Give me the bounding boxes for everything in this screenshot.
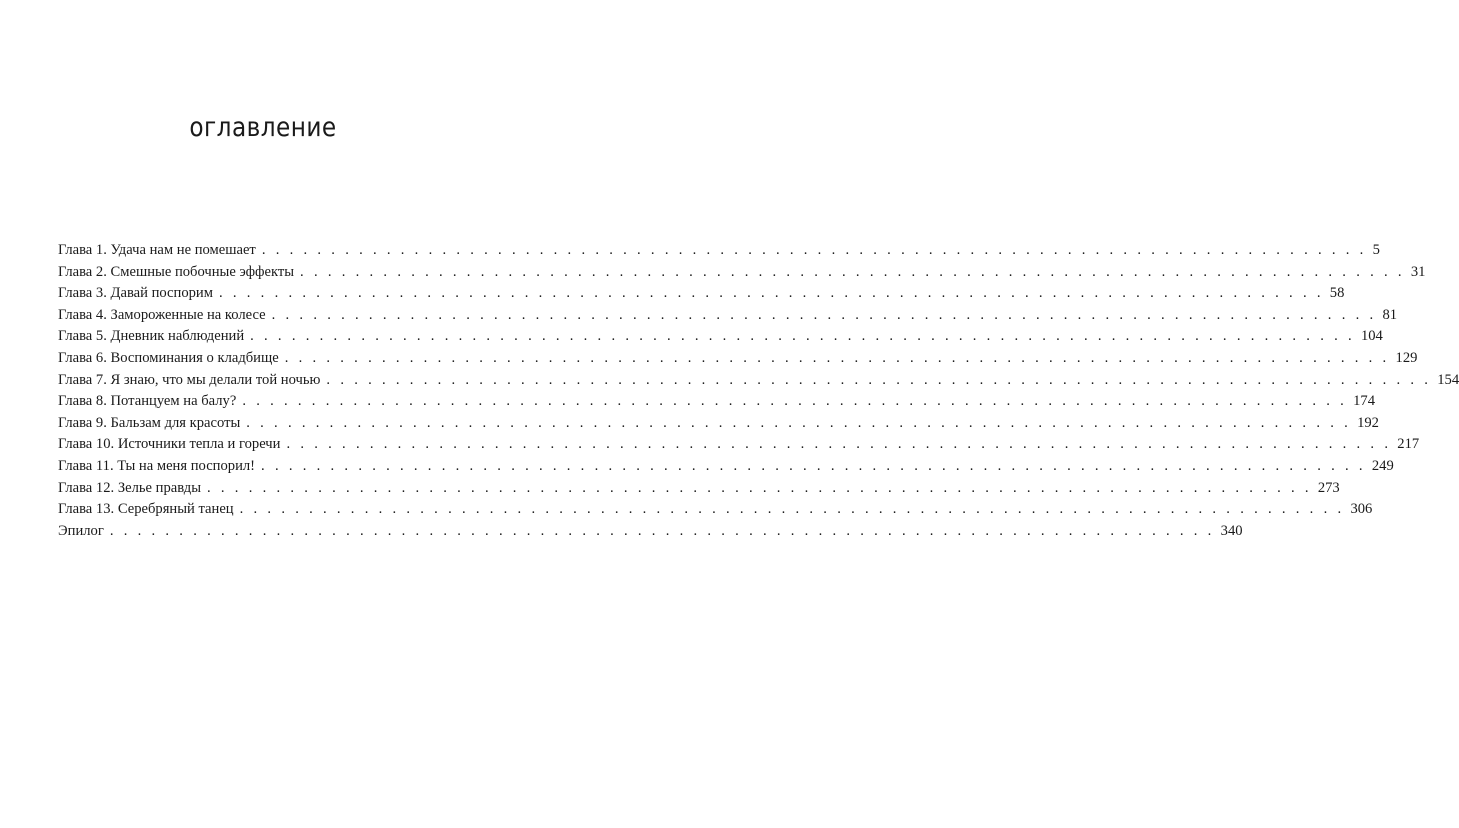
- toc-entry-page-number: 58: [1329, 285, 1345, 302]
- toc-entry-title: Глава 11. Ты на меня поспорил!: [58, 457, 256, 474]
- toc-entry-page-number: 81: [1382, 306, 1398, 323]
- table-of-contents: [58, 240, 1459, 542]
- toc-heading: оглавление: [189, 112, 337, 143]
- dot-leader: . . . . . . . . . . . . . . . . . . . . . . . . . . . . . . . . . . . . . . . . . . . . . . . . . . . . . . . . . . . . . . . . . . . . . . . . . . . . . . . .: [207, 479, 1312, 496]
- dot-leader: . . . . . . . . . . . . . . . . . . . . . . . . . . . . . . . . . . . . . . . . . . . . . . . . . . . . . . . . . . . . . . . . . . . . . . . . . . . . . . . .: [218, 285, 1324, 302]
- toc-entry-page-number: 31: [1410, 263, 1426, 280]
- toc-entry-title: Глава 7. Я знаю, что мы делали той ночью: [58, 371, 321, 388]
- toc-entry: [58, 348, 1418, 370]
- toc-entry-title: Глава 12. Зелье правды: [58, 479, 202, 496]
- toc-entry-page-number: 174: [1353, 393, 1376, 410]
- toc-entry-title: Глава 4. Замороженные на колесе: [58, 306, 266, 323]
- toc-entry-page-number: 5: [1372, 242, 1380, 258]
- dot-leader: . . . . . . . . . . . . . . . . . . . . . . . . . . . . . . . . . . . . . . . . . . . . . . . . . . . . . . . . . . . . . . . . . . . . . . . . . . . . . . . .: [286, 436, 1392, 453]
- toc-entry: [58, 326, 1383, 348]
- toc-entry-page-number: 249: [1371, 457, 1394, 474]
- toc-entry: [58, 262, 1426, 284]
- toc-entry-page-number: 104: [1360, 328, 1383, 345]
- toc-entry: [58, 499, 1373, 521]
- dot-leader: . . . . . . . . . . . . . . . . . . . . . . . . . . . . . . . . . . . . . . . . . . . . . . . . . . . . . . . . . . . . . . . . . . . . . . . . . . . . . . . .: [300, 263, 1405, 280]
- toc-entry-page-number: 192: [1357, 414, 1379, 431]
- toc-entry-title: Глава 13. Серебряный танец: [58, 501, 234, 518]
- toc-entry: [58, 370, 1459, 392]
- dot-leader: . . . . . . . . . . . . . . . . . . . . . . . . . . . . . . . . . . . . . . . . . . . . . . . . . . . . . . . . . . . . . . . . . . . . . . . . . . . . . . . .: [261, 242, 1367, 258]
- toc-entry: [58, 434, 1420, 456]
- toc-entry-title: Глава 6. Воспоминания о кладбище: [58, 349, 279, 366]
- toc-entry-title: Глава 2. Смешные побочные эффекты: [58, 263, 295, 280]
- toc-entry-page-number: 273: [1317, 479, 1340, 496]
- toc-entry-title: Глава 1. Удача нам не помешает: [58, 242, 256, 258]
- dot-leader: . . . . . . . . . . . . . . . . . . . . . . . . . . . . . . . . . . . . . . . . . . . . . . . . . . . . . . . . . . . . . . . . . . . . . . . . . . . . . . . .: [239, 501, 1345, 518]
- dot-leader: . . . . . . . . . . . . . . . . . . . . . . . . . . . . . . . . . . . . . . . . . . . . . . . . . . . . . . . . . . . . . . . . . . . . . . . . . . . . . . . .: [242, 393, 1348, 410]
- toc-entry: [58, 240, 1380, 262]
- toc-entry: [58, 413, 1379, 435]
- toc-entry: [58, 478, 1340, 500]
- toc-entry: [58, 283, 1345, 305]
- dot-leader: . . . . . . . . . . . . . . . . . . . . . . . . . . . . . . . . . . . . . . . . . . . . . . . . . . . . . . . . . . . . . . . . . . . . . . . . . . . . . . . .: [326, 371, 1432, 388]
- toc-entry-title: Эпилог: [58, 522, 104, 539]
- dot-leader: . . . . . . . . . . . . . . . . . . . . . . . . . . . . . . . . . . . . . . . . . . . . . . . . . . . . . . . . . . . . . . . . . . . . . . . . . . . . . . . .: [284, 349, 1390, 366]
- toc-entry: [58, 456, 1394, 478]
- dot-leader: . . . . . . . . . . . . . . . . . . . . . . . . . . . . . . . . . . . . . . . . . . . . . . . . . . . . . . . . . . . . . . . . . . . . . . . . . . . . . . . .: [261, 457, 1366, 474]
- toc-entry-title: Глава 9. Бальзам для красоты: [58, 414, 241, 431]
- dot-leader: . . . . . . . . . . . . . . . . . . . . . . . . . . . . . . . . . . . . . . . . . . . . . . . . . . . . . . . . . . . . . . . . . . . . . . . . . . . . . . . .: [246, 414, 1352, 431]
- toc-entry-page-number: 129: [1395, 349, 1418, 366]
- toc-entry-title: Глава 3. Давай поспорим: [58, 285, 213, 302]
- toc-entry: [58, 521, 1243, 543]
- toc-entry-title: Глава 8. Потанцуем на балу?: [58, 393, 237, 410]
- toc-entry-title: Глава 10. Источники тепла и горечи: [58, 436, 281, 453]
- dot-leader: . . . . . . . . . . . . . . . . . . . . . . . . . . . . . . . . . . . . . . . . . . . . . . . . . . . . . . . . . . . . . . . . . . . . . . . . . . . . . . . .: [250, 328, 1355, 345]
- toc-entry: [58, 391, 1376, 413]
- dot-leader: . . . . . . . . . . . . . . . . . . . . . . . . . . . . . . . . . . . . . . . . . . . . . . . . . . . . . . . . . . . . . . . . . . . . . . . . . . . . . . . .: [271, 306, 1377, 323]
- toc-entry-page-number: 217: [1397, 436, 1420, 453]
- dot-leader: . . . . . . . . . . . . . . . . . . . . . . . . . . . . . . . . . . . . . . . . . . . . . . . . . . . . . . . . . . . . . . . . . . . . . . . . . . . . . . . .: [109, 522, 1215, 539]
- toc-entry-page-number: 306: [1350, 501, 1373, 518]
- toc-entry-page-number: 154: [1437, 371, 1459, 388]
- toc-entry-page-number: 340: [1220, 522, 1243, 539]
- toc-entry-title: Глава 5. Дневник наблюдений: [58, 328, 245, 345]
- toc-entry: [58, 305, 1398, 327]
